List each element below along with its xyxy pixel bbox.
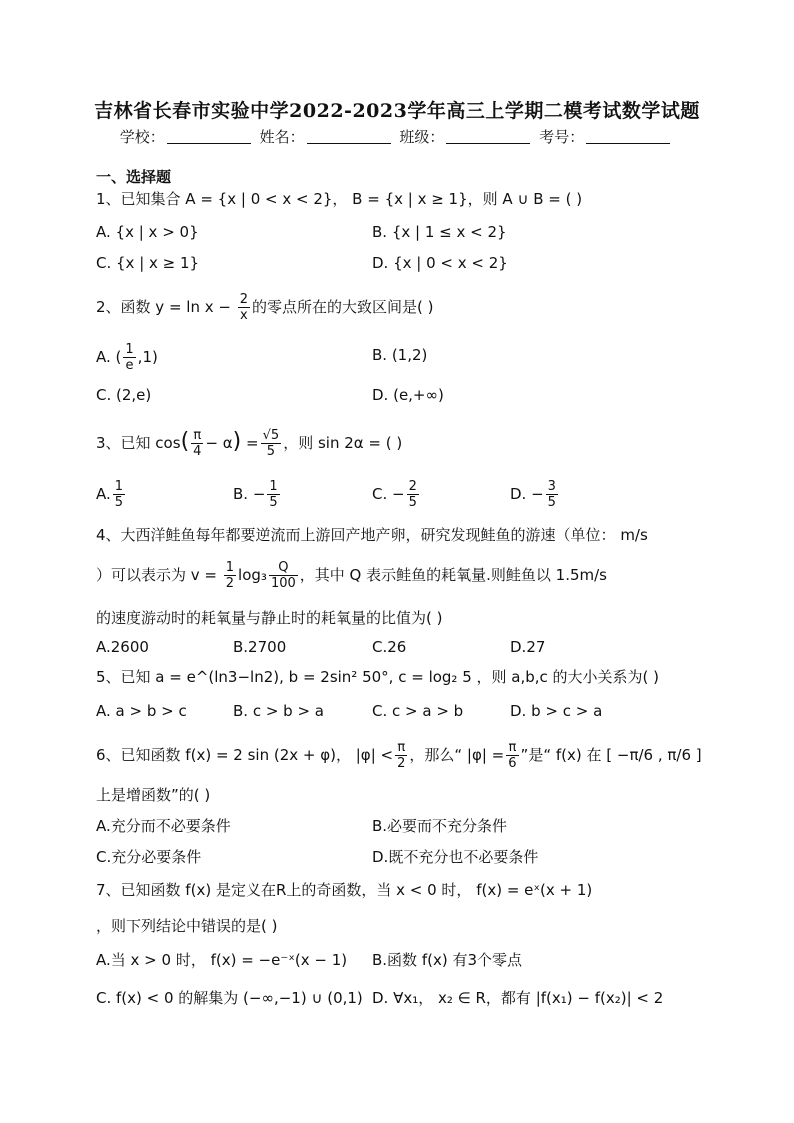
- q3-a-fraction: [113, 479, 125, 510]
- question-4-line-2: [96, 560, 716, 591]
- q4-option-d[interactable]: D.27: [510, 638, 546, 656]
- q6-frac2-den: 6: [508, 756, 517, 771]
- q6-option-a[interactable]: A.充分而不必要条件: [96, 817, 231, 835]
- q2-option-b[interactable]: B. (1,2): [372, 346, 428, 364]
- q2-stem-suffix: 的零点所在的大致区间是( ): [252, 298, 434, 316]
- q3-value-fraction: [261, 428, 282, 459]
- q6-mid2: ”是“ f(x) 在: [520, 746, 602, 764]
- q5-option-b[interactable]: B. c > b > a: [233, 702, 324, 720]
- q2-a-prefix: A. (: [96, 348, 122, 366]
- q2-frac-den: x: [240, 308, 248, 323]
- q3-option-b[interactable]: [233, 479, 282, 510]
- q2-frac-num: 2: [239, 292, 248, 307]
- class-blank[interactable]: [446, 143, 530, 144]
- q2-a-den: e: [125, 358, 134, 373]
- question-7-line-2: ，则下列结论中错误的是( ): [96, 917, 278, 935]
- q6-option-c[interactable]: C.充分必要条件: [96, 848, 202, 866]
- q4-q-den: 100: [270, 576, 296, 591]
- q3-pi-num: π: [191, 428, 203, 444]
- q3-stem-suffix: ，则 sin 2α = ( ): [283, 434, 403, 452]
- q3-a-den: 5: [114, 495, 124, 510]
- number-blank[interactable]: [586, 143, 670, 144]
- q6-frac2-num: π: [506, 740, 518, 756]
- q6-mid: ，那么“ |φ| =: [409, 746, 505, 764]
- school-label: 学校：: [119, 128, 165, 146]
- q3-val-den: 5: [266, 444, 276, 459]
- q1-option-a[interactable]: A. {x | x > 0}: [96, 223, 199, 241]
- q1-option-c[interactable]: C. {x | x ≥ 1}: [96, 254, 200, 272]
- question-6-line-2: 上是增函数”的( ): [96, 786, 211, 804]
- question-2-stem: [96, 292, 716, 323]
- number-label: 考号：: [539, 128, 585, 146]
- q3-eq: =: [246, 434, 259, 452]
- q4-q-fraction: [269, 560, 298, 591]
- q3-b-label: B. −: [233, 485, 266, 503]
- q7-option-b[interactable]: B.函数 f(x) 有3个零点: [372, 951, 523, 969]
- question-3-stem: [96, 428, 716, 459]
- question-5-stem: 5、已知 a = e^(ln3−ln2), b = 2sin² 50°, c = log₂ 5 ，则 a,b,c 的大小关系为( ): [96, 668, 660, 686]
- q3-b-den: 5: [269, 495, 278, 510]
- q3-paren-open: (: [180, 429, 190, 454]
- q3-b-fraction: [267, 479, 279, 510]
- q3-c-fraction: [407, 479, 419, 510]
- q6-prefix: 6、已知函数 f(x) = 2 sin (2x + φ)， |φ| <: [96, 746, 394, 764]
- question-7-line-1: 7、已知函数 f(x) 是定义在R上的奇函数，当 x < 0 时， f(x) = eˣ(x + 1): [96, 881, 593, 899]
- q1-option-d[interactable]: D. {x | 0 < x < 2}: [372, 254, 508, 272]
- q2-stem-prefix: 2、函数 y = ln x −: [96, 298, 236, 316]
- q5-option-d[interactable]: D. b > c > a: [510, 702, 603, 720]
- q3-c-label: C. −: [372, 485, 405, 503]
- question-4-line-1: 4、大西洋鲑鱼每年都要逆流而上游回产地产卵，研究发现鲑鱼的游速（单位： m/s: [96, 526, 648, 544]
- q3-pi-den: 4: [193, 444, 202, 459]
- class-label: 班级：: [399, 128, 445, 146]
- q7-option-c[interactable]: C. f(x) < 0 的解集为 (−∞,−1) ∪ (0,1): [96, 989, 363, 1007]
- q5-option-c[interactable]: C. c > a > b: [372, 702, 464, 720]
- q3-b-num: 1: [269, 479, 278, 494]
- q2-a-suffix: ,1): [137, 348, 158, 366]
- q3-c-num: 2: [408, 479, 417, 494]
- q3-pi-fraction: [191, 428, 203, 459]
- q2-option-c[interactable]: C. (2,e): [96, 386, 152, 404]
- q4-option-b[interactable]: B.2700: [233, 638, 287, 656]
- q4-half-den: 2: [225, 576, 235, 591]
- q4-line2-suffix: ，其中 Q 表示鲑鱼的耗氧量.则鲑鱼以 1.5m/s: [299, 566, 607, 584]
- q6-option-d[interactable]: D.既不充分也不必要条件: [372, 848, 539, 866]
- q3-d-num: 3: [547, 479, 556, 494]
- q3-paren-close: ): [232, 429, 242, 454]
- school-blank[interactable]: [167, 143, 251, 144]
- q7-option-a[interactable]: A.当 x > 0 时， f(x) = −e⁻ˣ(x − 1): [96, 951, 348, 969]
- q3-d-den: 5: [547, 495, 556, 510]
- q2-option-d[interactable]: D. (e,+∞): [372, 386, 444, 404]
- page-title: 吉林省长春市实验中学2022-2023学年高三上学期二模考试数学试题: [94, 100, 700, 122]
- q2-stem-fraction: [238, 292, 250, 323]
- question-4-line-3: 的速度游动时的耗氧量与静止时的耗氧量的比值为( ): [96, 609, 443, 627]
- q3-option-d[interactable]: [510, 479, 560, 510]
- q3-a-label: A.: [96, 485, 111, 503]
- q4-line2-prefix: ）可以表示为 v =: [96, 566, 222, 584]
- q3-val-num: √5: [262, 428, 280, 443]
- q4-half-num: 1: [225, 560, 235, 575]
- section-heading: 一、选择题: [96, 168, 172, 186]
- q4-option-c[interactable]: C.26: [372, 638, 407, 656]
- q6-frac1-num: π: [395, 740, 407, 756]
- q6-interval: [ −π/6 , π/6 ]: [606, 746, 702, 764]
- q2-a-fraction: [123, 342, 135, 373]
- q4-log: log₃: [238, 566, 267, 584]
- q3-c-den: 5: [408, 495, 417, 510]
- q2-option-a[interactable]: [96, 342, 158, 373]
- q3-stem-prefix: 3、已知 cos: [96, 434, 181, 452]
- q7-option-d[interactable]: D. ∀x₁， x₂ ∈ R，都有 |f(x₁) − f(x₂)| < 2: [372, 989, 664, 1007]
- q3-a-num: 1: [114, 479, 124, 494]
- student-info-line: [0, 126, 794, 147]
- q5-option-a[interactable]: A. a > b > c: [96, 702, 187, 720]
- q6-frac1-den: 2: [397, 756, 406, 771]
- question-6-line-1: [96, 740, 716, 771]
- question-1-stem: 1、已知集合 A = {x | 0 < x < 2}， B = {x | x ≥ 1}，则 A ∪ B = ( ): [96, 190, 583, 208]
- name-blank[interactable]: [307, 143, 391, 144]
- q3-d-label: D. −: [510, 485, 544, 503]
- q4-q-num: Q: [269, 560, 298, 576]
- q6-frac-2: [506, 740, 518, 771]
- q4-option-a[interactable]: A.2600: [96, 638, 149, 656]
- q1-option-b[interactable]: B. {x | 1 ≤ x < 2}: [372, 223, 507, 241]
- q2-a-num: 1: [125, 342, 134, 357]
- q3-alpha: − α: [205, 434, 233, 452]
- q6-frac-1: [395, 740, 407, 771]
- q3-option-a[interactable]: [96, 479, 127, 510]
- q3-d-fraction: [546, 479, 558, 510]
- q4-half-fraction: [224, 560, 236, 591]
- name-label: 姓名：: [259, 128, 305, 146]
- q6-option-b[interactable]: B.必要而不充分条件: [372, 817, 508, 835]
- q3-option-c[interactable]: [372, 479, 421, 510]
